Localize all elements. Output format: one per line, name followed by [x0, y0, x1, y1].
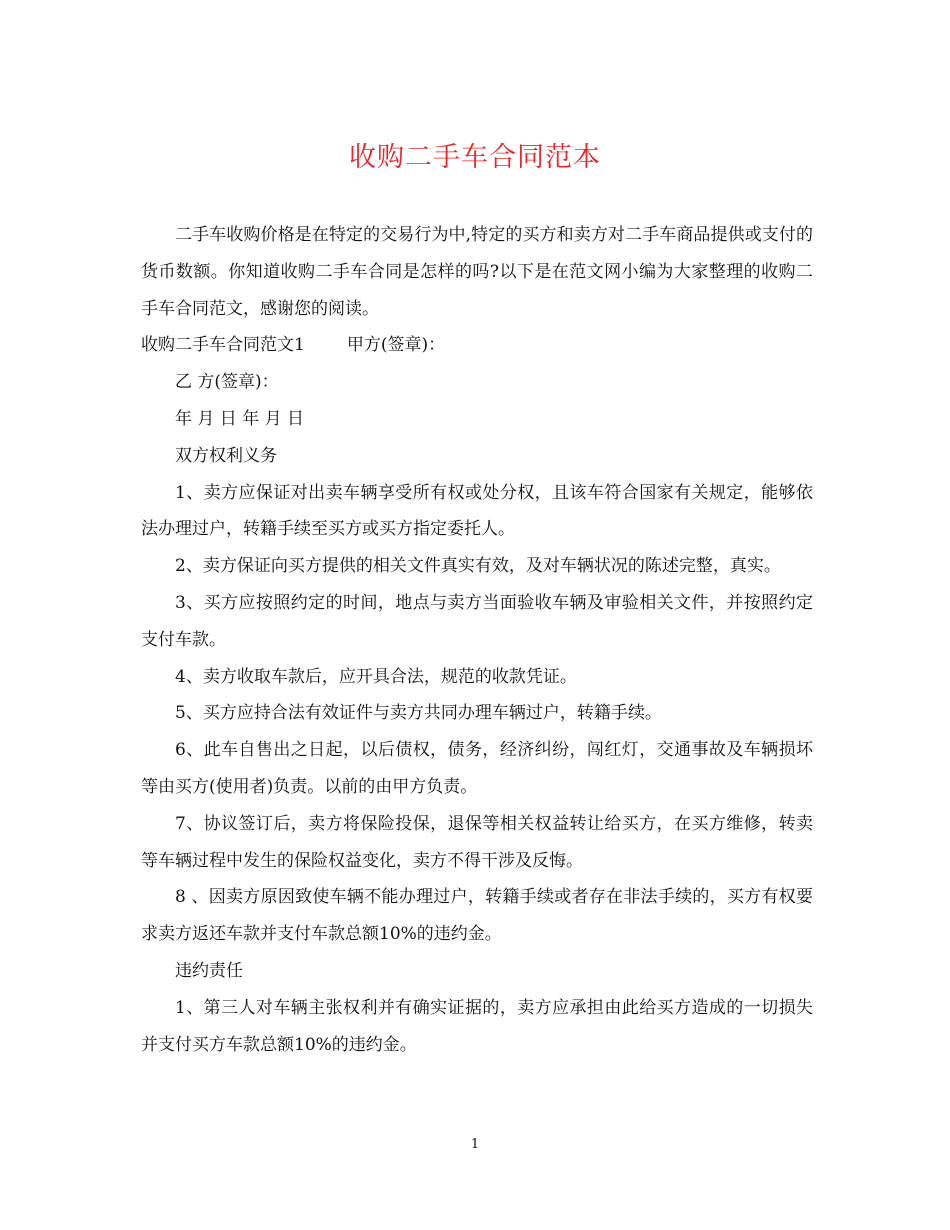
party-b-signature: 乙 方(签章)：: [175, 372, 279, 393]
party-a-signature: 甲方(签章)：: [346, 335, 446, 356]
liability-heading: 违约责任: [175, 960, 243, 981]
intro-paragraph: 二手车收购价格是在特定的交易行为中,特定的买方和卖方对二手车商品提供或支付的货币数额。你知道收购二手车合同是怎样的吗?以下是在范文网小编为大家整理的收购二手车合同范文，感谢您的阅读。: [141, 225, 813, 319]
rights-item: 6、此车自售出之日起，以后债权，债务，经济纠纷，闯红灯，交通事故及车辆损坏等由买方(使用者)负责。以前的由甲方负责。: [141, 740, 813, 797]
date-line: 年 月 日 年 月 日: [175, 408, 305, 429]
rights-item: 7、协议签订后，卖方将保险投保，退保等相关权益转让给买方，在买方维修，转卖等车辆过程中发生的保险权益变化，卖方不得干涉及反悔。: [141, 813, 813, 871]
document-body: [141, 217, 813, 1063]
rights-item: 5、买方应持合法有效证件与卖方共同办理车辆过户，转籍手续。: [175, 703, 662, 724]
sample-heading: 收购二手车合同范文1: [141, 335, 305, 356]
rights-item: 3、买方应按照约定的时间，地点与卖方当面验收车辆及审验相关文件，并按照约定支付车款。: [141, 592, 813, 650]
liability-item: 1、第三人对车辆主张权利并有确实证据的，卖方应承担由此给买方造成的一切损失并支付买方车款总额10%的违约金。: [141, 997, 813, 1055]
rights-item: 4、卖方收取车款后，应开具合法，规范的收款凭证。: [175, 666, 577, 687]
page-number: 1: [470, 1137, 480, 1152]
rights-heading: 双方权利义务: [175, 445, 277, 466]
sample-heading-line: [141, 327, 813, 364]
document-title: 收购二手车合同范本: [349, 142, 601, 173]
rights-item: 8 、因卖方原因致使车辆不能办理过户，转籍手续或者存在非法手续的，买方有权要求卖方返还车款并支付车款总额10%的违约金。: [141, 887, 813, 945]
rights-item: 2、卖方保证向买方提供的相关文件真实有效，及对车辆状况的陈述完整，真实。: [175, 556, 781, 577]
rights-item: 1、卖方应保证对出卖车辆享受所有权或处分权，且该车符合国家有关规定，能够依法办理过户，转籍手续至买方或买方指定委托人。: [141, 482, 813, 540]
